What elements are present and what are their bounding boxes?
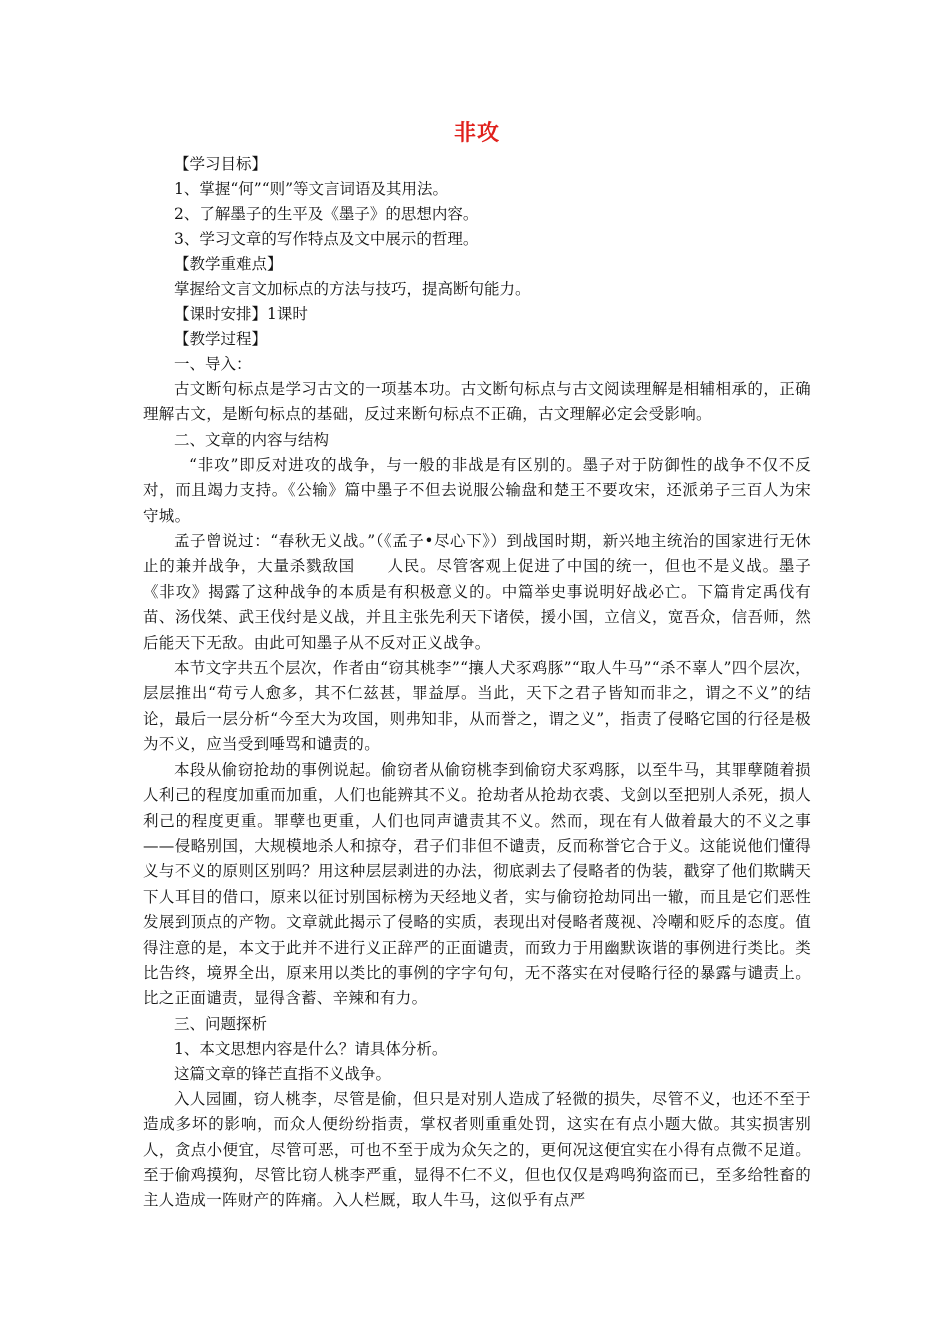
content-paragraph: 孟子曾说过：“春秋无义战。”（《孟子•尽心下》）到战国时期，新兴地主统治的国家进行无休止的兼并战争，大量杀戮敌国 人民。尽管客观上促进了中国的统一，但也不是义战。墨子《非攻》揭露了这种战争的本质是有积极意义的。中篇举史事说明好战必亡。下篇肯定禹伐有苗、汤伐桀、武王伐纣是义战，并且主张先利天下诸侯，援小国，立信义，宽吾众，信吾师，然后能天下无敌。由此可知墨子从不反对正义战争。: [143, 532, 811, 652]
goal-item: 1、掌握“何”“则”等文言词语及其用法。: [174, 180, 449, 198]
goal-item: 2、了解墨子的生平及《墨子》的思想内容。: [174, 205, 479, 223]
content-paragraph: 本节文字共五个层次，作者由“窃其桃李”“攘人犬豕鸡豚”“取人牛马”“杀不辜人”四个层次，层层推出“苟亏人愈多，其不仁兹甚，罪益厚。当此，天下之君子皆知而非之，谓之不义”的结论，最后一层分析“今至大为攻国，则弗知非，从而誉之，谓之义”，指责了侵略它国的行径是极为不义，应当受到唾骂和谴责的。: [143, 659, 811, 754]
content-paragraph: 本段从偷窃抢劫的事例说起。偷窃者从偷窃桃李到偷窃犬豕鸡豚，以至牛马，其罪孽随着损人利己的程度加重而加重，人们也能辨其不义。抢劫者从抢劫衣裘、戈剑以至把别人杀死，损人利己的程度更重。罪孽也更重，人们也同声谴责其不义。然而，现在有人做着最大的不义之事——侵略别国，大规模地杀人和掠夺，君子们非但不谴责，反而称誉它合于义。这能说他们懂得义与不义的原则区别吗？用这种层层剥进的办法，彻底剥去了侵略者的伪装，戳穿了他们欺瞒天下人耳目的借口，原来以征讨别国标榜为天经地义者，实与偷窃抢劫同出一辙，而且是它们恶性发展到顶点的产物。文章就此揭示了侵略的实质，表现出对侵略者蔑视、冷嘲和贬斥的态度。值得注意的是，本文于此并不进行义正辞严的正面谴责，而致力于用幽默诙谐的事例进行类比。类比告终，境界全出，原来用以类比的事例的字字句句，无不落实在对侵略行径的暴露与谴责上。比之正面谴责，显得含蓄、辛辣和有力。: [143, 760, 811, 1008]
key-points-header: 【教学重难点】: [174, 255, 283, 273]
schedule-line: 【课时安排】1课时: [174, 305, 308, 323]
goal-item: 3、学习文章的写作特点及文中展示的哲理。: [174, 230, 479, 248]
question-item: 1、本文思想内容是什么？请具体分析。: [174, 1039, 448, 1058]
answer-lead: 这篇文章的锋芒直指不义战争。: [174, 1064, 392, 1083]
answer-paragraph: 入人园圃，窃人桃李，尽管是偷，但只是对别人造成了轻微的损失，尽管不义，也还不至于造成多坏的影响，而众人便纷纷指责，掌权者则重重处罚，这实在有点小题大做。其实损害别人，贪点小便宜，尽管可恶，可也不至于成为众矢之的，更何况这便宜实在小得有点微不足道。至于偷鸡摸狗，尽管比窃人桃李严重，显得不仁不义，但也仅仅是鸡鸣狗盗而已，至多给牲畜的主人造成一阵财产的阵痛。入人栏厩，取人牛马，这似乎有点严: [143, 1089, 811, 1210]
goals-header: 【学习目标】: [174, 155, 268, 173]
key-points-text: 掌握给文言文加标点的方法与技巧，提高断句能力。: [174, 280, 531, 298]
content-paragraph: “非攻”即反对进攻的战争，与一般的非战是有区别的。墨子对于防御性的战争不仅不反对，而且竭力支持。《公输》篇中墨子不但去说服公输盘和楚王不要攻宋，还派弟子三百人为宋守城。: [143, 455, 811, 525]
intro-header: 一、导入：: [174, 355, 252, 373]
explore-header: 三、问题探析: [174, 1014, 268, 1033]
content-header: 二、文章的内容与结构: [174, 430, 330, 449]
document-page: [143, 118, 811, 1214]
page-title: 非攻: [453, 120, 500, 146]
intro-paragraph: 古文断句标点是学习古文的一项基本功。古文断句标点与古文阅读理解是相辅相承的，正确理解古文，是断句标点的基础，反过来断句标点不正确，古文理解必定会受影响。: [143, 380, 811, 424]
process-header: 【教学过程】: [174, 330, 268, 348]
